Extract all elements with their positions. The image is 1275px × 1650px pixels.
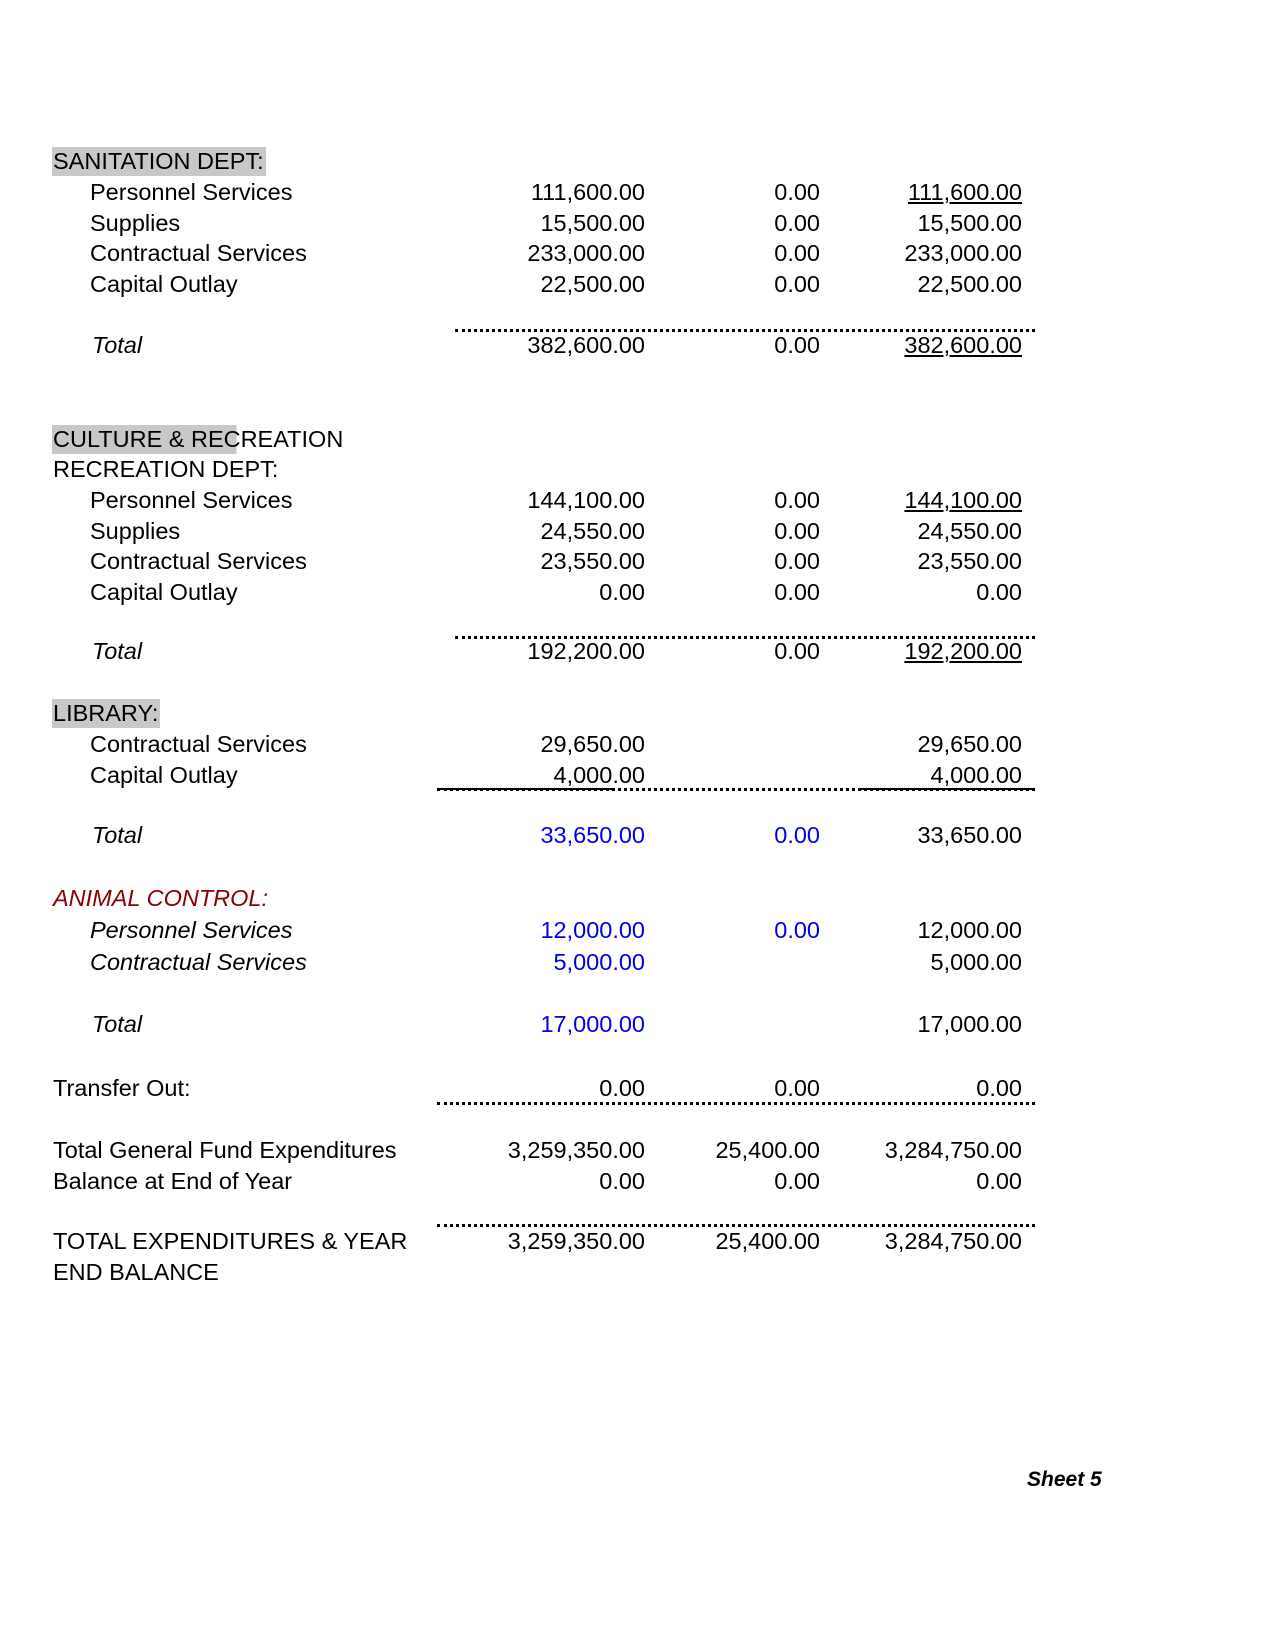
summary-col1: 0.00 bbox=[599, 1168, 645, 1194]
subtotal-underline-right bbox=[860, 788, 1035, 790]
line-item-col3: 15,500.00 bbox=[917, 210, 1022, 236]
line-item-col2: 0.00 bbox=[774, 487, 820, 513]
grand-total-label-line2: END BALANCE bbox=[53, 1259, 219, 1285]
table-row bbox=[0, 546, 1275, 576]
total-col1: 192,200.00 bbox=[527, 638, 645, 664]
transfer-out-separator-line bbox=[437, 1102, 1035, 1105]
transfer-out-row bbox=[0, 1073, 1275, 1103]
total-col3: 192,200.00 bbox=[904, 638, 1022, 664]
table-row bbox=[0, 208, 1275, 238]
summary-row bbox=[0, 1135, 1275, 1165]
line-item-label: Personnel Services bbox=[90, 179, 293, 205]
section-heading-row-animal-control bbox=[0, 883, 1275, 913]
total-row bbox=[0, 820, 1275, 850]
table-row bbox=[0, 485, 1275, 515]
grand-total-row bbox=[0, 1226, 1275, 1256]
section-subheading-row-recreation-dept bbox=[0, 454, 1275, 484]
total-col2: 0.00 bbox=[774, 822, 820, 848]
line-item-col3: 0.00 bbox=[976, 579, 1022, 605]
line-item-label: Contractual Services bbox=[90, 949, 307, 975]
line-item-label: Supplies bbox=[90, 210, 181, 236]
line-item-col2: 0.00 bbox=[774, 579, 820, 605]
line-item-label: Personnel Services bbox=[90, 917, 293, 943]
table-row bbox=[0, 177, 1275, 207]
transfer-out-col1: 0.00 bbox=[599, 1075, 645, 1101]
line-item-col2: 0.00 bbox=[774, 271, 820, 297]
line-item-label: Contractual Services bbox=[90, 731, 307, 757]
line-item-label: Supplies bbox=[90, 518, 181, 544]
line-item-label: Personnel Services bbox=[90, 487, 293, 513]
total-col1: 17,000.00 bbox=[540, 1011, 645, 1037]
summary-col2: 25,400.00 bbox=[715, 1137, 820, 1163]
line-item-col2: 0.00 bbox=[774, 518, 820, 544]
line-item-col2: 0.00 bbox=[774, 179, 820, 205]
line-item-col2: 0.00 bbox=[774, 917, 820, 943]
line-item-col1: 5,000.00 bbox=[553, 949, 645, 975]
grand-total-col3: 3,284,750.00 bbox=[884, 1228, 1022, 1254]
line-item-col3: 233,000.00 bbox=[904, 240, 1022, 266]
total-col2: 0.00 bbox=[774, 638, 820, 664]
table-row bbox=[0, 516, 1275, 546]
line-item-label: Contractual Services bbox=[90, 240, 307, 266]
table-row bbox=[0, 947, 1275, 977]
section-heading-library: LIBRARY: bbox=[53, 700, 159, 726]
line-item-label: Capital Outlay bbox=[90, 271, 238, 297]
line-item-col2: 0.00 bbox=[774, 210, 820, 236]
line-item-col3: 5,000.00 bbox=[930, 949, 1022, 975]
grand-total-row-line2 bbox=[0, 1257, 1275, 1287]
total-col3: 17,000.00 bbox=[917, 1011, 1022, 1037]
grand-total-col1: 3,259,350.00 bbox=[507, 1228, 645, 1254]
line-item-col3: 23,550.00 bbox=[917, 548, 1022, 574]
total-label: Total bbox=[92, 822, 143, 848]
line-item-col3: 111,600.00 bbox=[907, 179, 1022, 205]
line-item-col1: 23,550.00 bbox=[540, 548, 645, 574]
line-item-col2: 0.00 bbox=[774, 240, 820, 266]
grand-total-label-line1: TOTAL EXPENDITURES & YEAR bbox=[53, 1228, 408, 1254]
sheet-footer-label: Sheet 5 bbox=[1027, 1468, 1102, 1491]
line-item-col3: 12,000.00 bbox=[917, 917, 1022, 943]
total-label: Total bbox=[92, 638, 143, 664]
line-item-col3: 22,500.00 bbox=[917, 271, 1022, 297]
total-col3: 33,650.00 bbox=[917, 822, 1022, 848]
line-item-col3: 29,650.00 bbox=[917, 731, 1022, 757]
line-item-col1: 0.00 bbox=[599, 579, 645, 605]
line-item-label: Capital Outlay bbox=[90, 579, 238, 605]
line-item-col1: 15,500.00 bbox=[540, 210, 645, 236]
line-item-col3: 24,550.00 bbox=[917, 518, 1022, 544]
table-row bbox=[0, 577, 1275, 607]
summary-col3: 0.00 bbox=[976, 1168, 1022, 1194]
table-row bbox=[0, 729, 1275, 759]
line-item-label: Capital Outlay bbox=[90, 762, 238, 788]
line-item-col1: 12,000.00 bbox=[540, 917, 645, 943]
section-heading-row-culture-recreation bbox=[0, 424, 1275, 454]
total-label: Total bbox=[92, 1011, 143, 1037]
total-col1: 33,650.00 bbox=[540, 822, 645, 848]
line-item-col1: 144,100.00 bbox=[527, 487, 645, 513]
line-item-label: Contractual Services bbox=[90, 548, 307, 574]
total-col1: 382,600.00 bbox=[527, 332, 645, 358]
line-item-col1: 29,650.00 bbox=[540, 731, 645, 757]
table-row bbox=[0, 269, 1275, 299]
summary-row bbox=[0, 1166, 1275, 1196]
total-col3: 382,600.00 bbox=[904, 332, 1022, 358]
total-row bbox=[0, 330, 1275, 360]
line-item-col1: 22,500.00 bbox=[540, 271, 645, 297]
transfer-out-col3: 0.00 bbox=[976, 1075, 1022, 1101]
line-item-col3: 4,000.00 bbox=[930, 762, 1022, 788]
table-row bbox=[0, 760, 1275, 790]
summary-label: Balance at End of Year bbox=[53, 1168, 293, 1194]
grand-total-col2: 25,400.00 bbox=[715, 1228, 820, 1254]
section-heading-row-library bbox=[0, 698, 1275, 728]
transfer-out-col2: 0.00 bbox=[774, 1075, 820, 1101]
section-subheading-recreation-dept: RECREATION DEPT: bbox=[53, 456, 279, 482]
total-col2: 0.00 bbox=[774, 332, 820, 358]
table-row bbox=[0, 238, 1275, 268]
section-heading-culture-recreation: CULTURE & RECREATION bbox=[53, 426, 344, 452]
line-item-col1: 233,000.00 bbox=[527, 240, 645, 266]
total-label: Total bbox=[92, 332, 143, 358]
summary-col2: 0.00 bbox=[774, 1168, 820, 1194]
transfer-out-label: Transfer Out: bbox=[53, 1075, 191, 1101]
line-item-col1: 24,550.00 bbox=[540, 518, 645, 544]
line-item-col1: 111,600.00 bbox=[530, 179, 645, 205]
table-row bbox=[0, 915, 1275, 945]
section-heading-animal-control: ANIMAL CONTROL: bbox=[53, 885, 269, 911]
line-item-col1: 4,000.00 bbox=[553, 762, 645, 788]
summary-col3: 3,284,750.00 bbox=[884, 1137, 1022, 1163]
line-item-col2: 0.00 bbox=[774, 548, 820, 574]
section-heading-sanitation: SANITATION DEPT: bbox=[53, 148, 264, 174]
line-item-col3: 144,100.00 bbox=[904, 487, 1022, 513]
section-heading-row-sanitation bbox=[0, 146, 1275, 176]
total-row bbox=[0, 1009, 1275, 1039]
summary-label: Total General Fund Expenditures bbox=[53, 1137, 397, 1163]
total-row bbox=[0, 636, 1275, 666]
summary-col1: 3,259,350.00 bbox=[507, 1137, 645, 1163]
